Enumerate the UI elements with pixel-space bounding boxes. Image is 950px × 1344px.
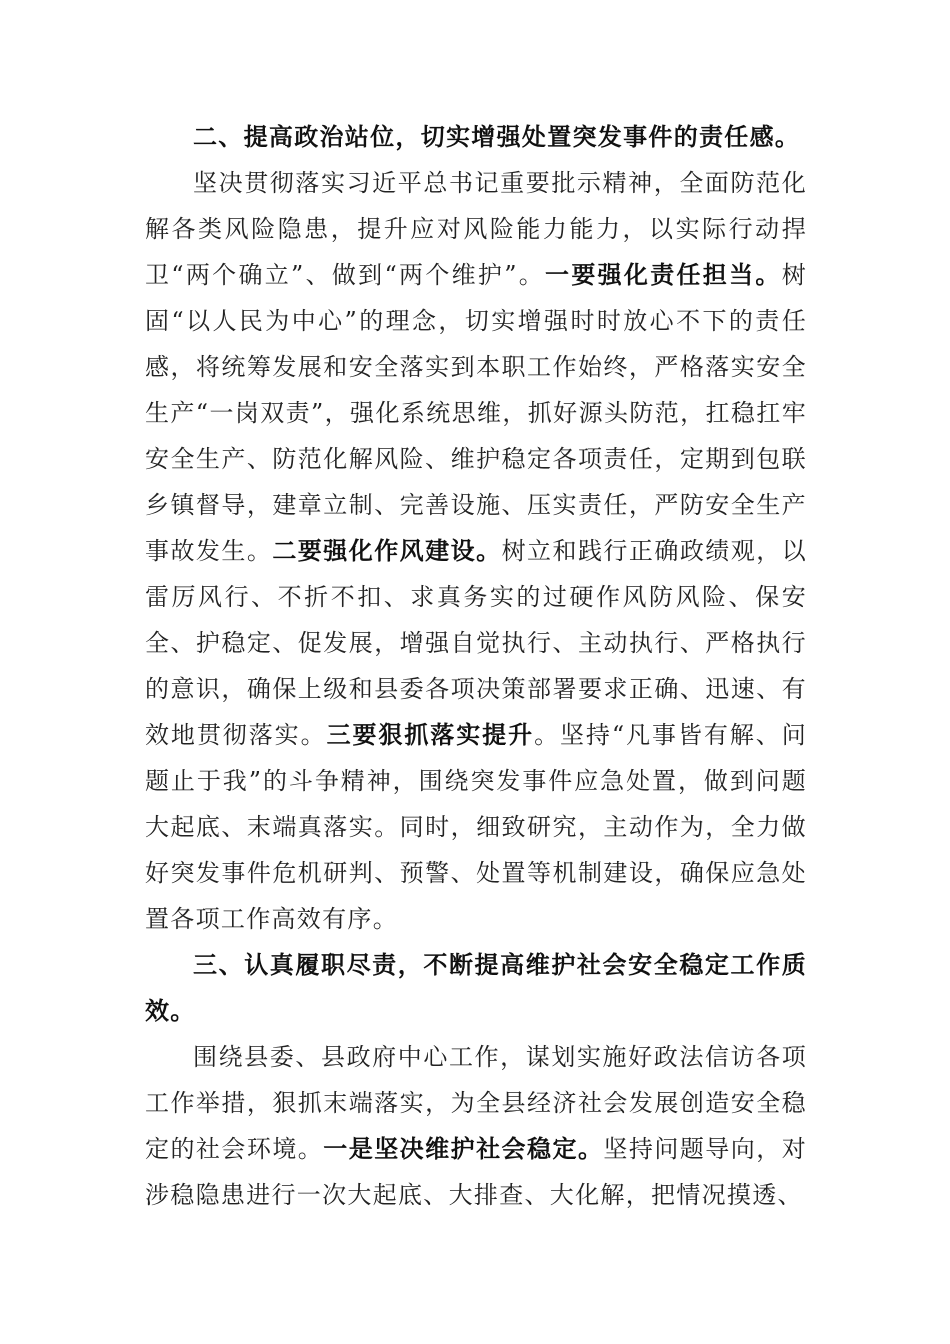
point-1-text: 树固“以人民为中心”的理念，切实增强时时放心不下的责任感，将统筹发展和安全落实到本职工作始终，严格落实安全生产“一岗双责”，强化系统思维，抓好源头防范，扛稳扛牢安全生产、防范化解风险、维护稳定各项责任，定期到包联乡镇督导，建章立制、完善设施、压实责任，严防安全生产事故发生。 xyxy=(145,261,807,565)
point-3-title: 三要狠抓落实提升 xyxy=(326,721,535,749)
section-3-point-1-text: 坚持问题导向，对涉稳隐患进行一次大起底、大排查、大化解，把情况摸透、 xyxy=(145,1135,807,1209)
point-2-text: 树立和践行正确政绩观，以雷厉风行、不折不扣、求真务实的过硬作风防风险、保安全、护稳定、促发展，增强自觉执行、主动执行、严格执行的意识，确保上级和县委各项决策部署要求正确、迅速、有效地贯彻落实。 xyxy=(145,537,808,749)
point-3-text: 。坚持“凡事皆有解、问题止于我”的斗争精神，围绕突发事件应急处置，做到问题大起底、末端真落实。同时，细致研究，主动作为，全力做好突发事件危机研判、预警、处置等机制建设，确保应急处置各项工作高效有序。 xyxy=(145,721,807,933)
section-2-paragraph xyxy=(145,160,807,942)
section-3-intro-text: 围绕县委、县政府中心工作，谋划实施好政法信访各项工作举措，狠抓末端落实，为全县经济社会发展创造安全稳定的社会环境。 xyxy=(145,1043,807,1163)
point-2-title: 二要强化作风建设。 xyxy=(272,537,502,565)
document-body xyxy=(145,114,807,1218)
section-3-paragraph xyxy=(145,1034,807,1218)
section-3-point-1-title: 一是坚决维护社会稳定。 xyxy=(323,1135,604,1163)
section-2-heading: 二、提高政治站位，切实增强处置突发事件的责任感。 xyxy=(193,123,801,151)
section-2-intro-text: 坚决贯彻落实习近平总书记重要批示精神，全面防范化解各类风险隐患，提升应对风险能力能力，以实际行动捍卫“两个确立”、做到“两个维护”。 xyxy=(145,169,807,289)
section-3-heading: 三、认真履职尽责，不断提高维护社会安全稳定工作质效。 xyxy=(145,951,807,1025)
point-1-title: 一要强化责任担当。 xyxy=(545,261,782,289)
